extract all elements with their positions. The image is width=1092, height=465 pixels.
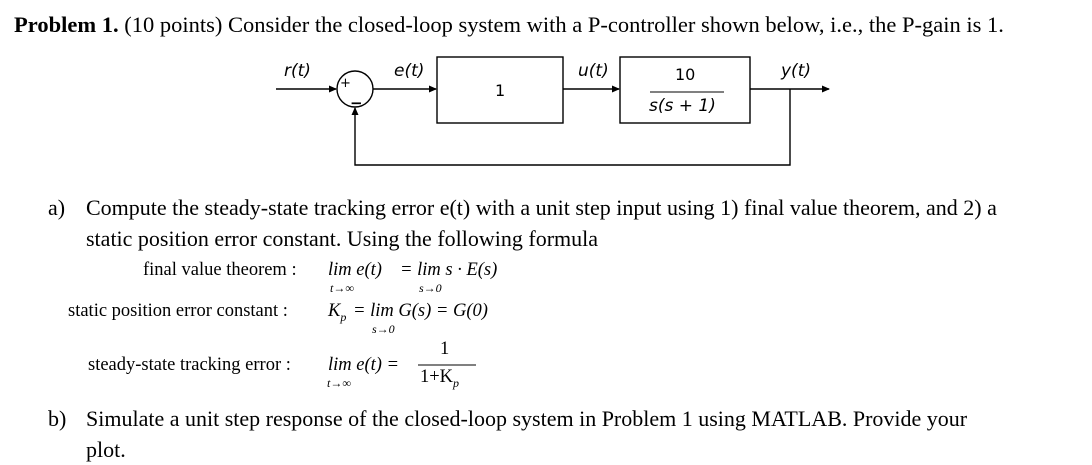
summer-minus-sign: − xyxy=(350,94,363,112)
error-signal-label: e(t) xyxy=(394,61,425,81)
problem-statement: (10 points) Consider the closed-loop system with a P-controller shown below, i.e., the P-gain is 1. xyxy=(124,12,1004,37)
fvt-limit: lim e(t) xyxy=(328,260,382,280)
part-b-line2: plot. xyxy=(86,437,126,462)
part-b-line1: Simulate a unit step response of the closed-loop system in Problem 1 using MATLAB. Provide your xyxy=(86,406,968,431)
kp-limit-sub: s→0 xyxy=(372,322,395,336)
ss-numerator: 1 xyxy=(440,339,450,359)
part-a-line2: static position error constant. Using the following formula xyxy=(86,226,599,251)
part-b-label: b) xyxy=(48,406,67,431)
output-signal-label: y(t) xyxy=(781,61,811,81)
fvt-rhs-sub: s→0 xyxy=(419,281,442,295)
ss-limit: lim e(t) = xyxy=(328,355,400,375)
ss-limit-sub: t→∞ xyxy=(327,376,351,390)
kp-lhs: $K_p$ xyxy=(328,301,347,324)
plant-denominator: s(s + 1) xyxy=(649,96,716,116)
input-signal-label: r(t) xyxy=(284,61,311,81)
ss-label: steady-state tracking error : xyxy=(88,355,291,375)
plant-numerator: 10 xyxy=(675,65,696,84)
kp-rhs: = lim G(s) = G(0) xyxy=(353,301,488,321)
control-signal-label: u(t) xyxy=(578,61,609,81)
kp-label: static position error constant : xyxy=(68,301,288,321)
part-b xyxy=(48,403,967,465)
block-diagram xyxy=(0,0,1092,190)
fvt-rhs: = lim s · E(s) xyxy=(400,260,498,280)
part-a-label: a) xyxy=(48,195,66,220)
fvt-label: final value theorem : xyxy=(143,260,297,280)
part-a-line1: Compute the steady-state tracking error e(t) with a unit step input using 1) final value theorem, and 2) a xyxy=(86,195,997,220)
controller-gain: 1 xyxy=(495,81,506,100)
summer-plus-sign: + xyxy=(340,76,351,91)
ss-denominator: $1+K_p$ xyxy=(420,367,460,390)
fvt-limit-sub: t→∞ xyxy=(330,281,354,295)
part-a xyxy=(48,192,997,254)
problem-label: Problem 1. xyxy=(14,12,119,37)
